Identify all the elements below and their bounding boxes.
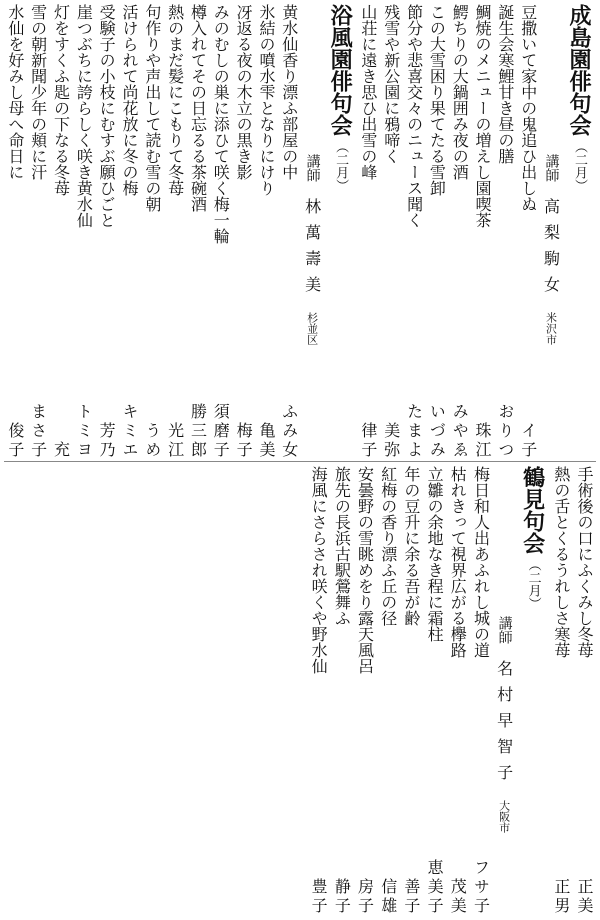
haiku-entry: 誕生会寒鯉甘き昼の膳 おりつ (495, 4, 515, 460)
section-title-yokufuen: 浴風園俳句会 （二月） (327, 4, 354, 192)
band-divider (4, 461, 596, 462)
haiku-entry: 活けられて尚花放に冬の梅 キミエ (119, 4, 139, 460)
haiku-entry: 豆撒いて家中の鬼追ひ出しぬ イ子 (518, 4, 538, 460)
haiku-entry: 手術後の口にふくみし冬苺 正美 (575, 466, 594, 916)
section-title-naruhimaen: 成島園俳句会 （二月） (566, 4, 592, 192)
haiku-entry: 熱の舌とくるうれしさ寒苺 正男 (551, 466, 571, 916)
haiku-entry: この大雪困り果てたる雪卸 いづみ (427, 4, 447, 460)
haiku-entry: 紅梅の香り漂ふ丘の径 信雄 (378, 466, 398, 916)
haiku-entry: 熱のまだ髪にこもりて冬苺 光江 (165, 4, 185, 460)
haiku-entry: 雪の朝新聞少年の頬に汗 まさ子 (28, 4, 48, 460)
haiku-entry: 旅先の長浜古駅鶯舞ふ 静子 (332, 466, 352, 916)
top-band (4, 4, 596, 460)
haiku-entry: 樽入れてその日忘るる茶碗酒 勝三郎 (188, 4, 208, 460)
haiku-entry: 安曇野の雪眺めをり露天風呂 房子 (355, 466, 375, 916)
haiku-entry: みのむしの巣に添ひて咲く梅一輪 須磨子 (211, 4, 231, 460)
instructor-naruhimaen: 講師 高梨駒女 米沢市 (541, 154, 561, 345)
haiku-entry: 山荘に遠き思ひ出雪の峰 律子 (358, 4, 378, 460)
bottom-band (4, 466, 596, 916)
haiku-entry: 海風にさらされ咲くや野水仙 豊子 (309, 466, 329, 916)
haiku-entry: 黄水仙香り漂ふ部屋の中 ふみ女 (279, 4, 299, 460)
haiku-entry: 梅日和人出あふれし城の道 フサ子 (471, 466, 491, 916)
instructor-yokufuen: 講師 林萬壽美 杉並区 (302, 154, 322, 345)
section-title-tsurumi: 鶴見句会 （二月） (519, 466, 546, 610)
haiku-entry: 受験子の小枝にむすぶ願ひごと 芳乃 (97, 4, 117, 460)
instructor-tsurumi: 講師 名村早智子 大阪市 (494, 616, 514, 833)
haiku-entry: 崖つぶちに誇らしく咲き黄水仙 トミヨ (74, 4, 94, 460)
haiku-entry: 年の豆升に余る吾が齢 善子 (401, 466, 421, 916)
haiku-entry: 鰐ちりの大鍋囲み夜の酒 みやゑ (450, 4, 470, 460)
haiku-entry: 氷結の噴水雫となりにけり 亀美 (256, 4, 276, 460)
haiku-entry: 立雛の余地なき程に霜柱 恵美子 (425, 466, 445, 916)
haiku-entry: 鯛焼のメニューの増えし園喫茶 珠江 (473, 4, 493, 460)
haiku-entry: 残雪や新公園に鴉啼く 美弥 (381, 4, 401, 460)
haiku-entry: 句作りや声出して読む雪の朝 うめ (142, 4, 162, 460)
haiku-entry: 灯をすくふ匙の下なる冬苺 充 (51, 4, 71, 460)
haiku-entry: 枯れきって視界広がる欅路 茂美 (448, 466, 468, 916)
haiku-entry: 水仙を好みし母へ命日に 俊子 (5, 4, 25, 460)
haiku-entry: 節分や悲喜交々のニュース聞く たまよ (404, 4, 424, 460)
haiku-entry: 冴返る夜の木立の黒き影 梅子 (234, 4, 254, 460)
